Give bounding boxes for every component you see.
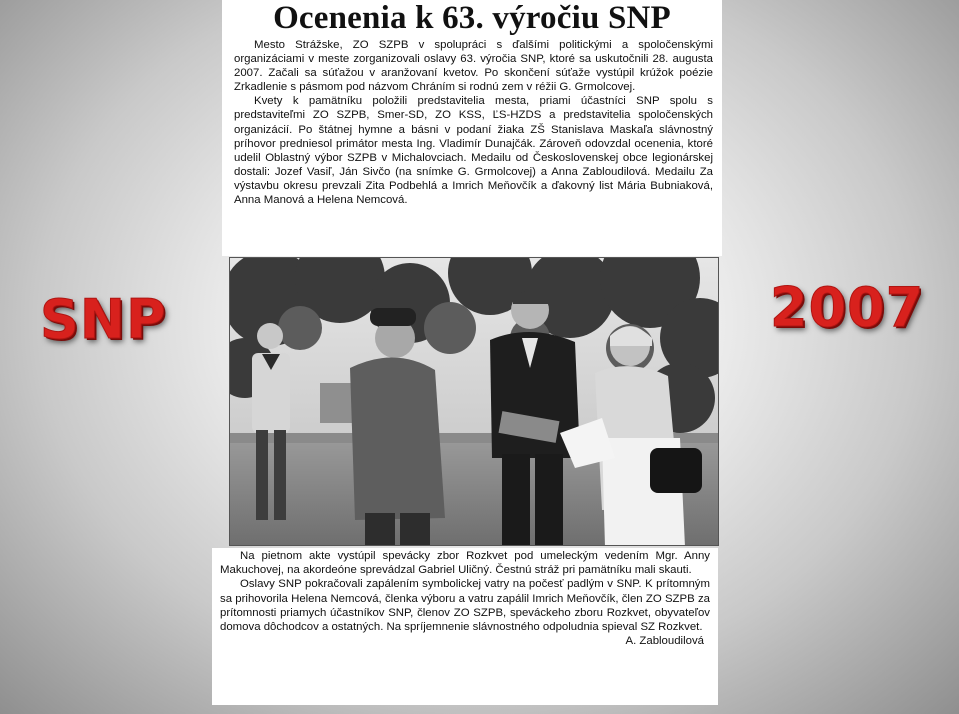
article-signature: A. Zabloudilová <box>625 635 704 648</box>
article-paragraph-2: Kvety k pamätníku položili predstavitelia mesta, priami účastníci SNP spolu s predstaviteľmi ZO SZPB, Smer-SD, ZO KSS, ĽS-HZDS a predstavitelia spoločenských organizácií. Po štátnej hymne a básni v podaní žiaka ZŠ Stanislava Maskaľa slávnostný príhovor predniesol primátor mesta Ing. Vladimír Dunajčák. Zároveň odovzdal ocenenia, ktoré udelil Oblastný výbor SZPB v Michalovciach. Medailu od Československej obce legionárskej dostali: Jozef Vasiľ, Ján Sivčo (na snímke G. Grmolcovej) a Anna Zabloudilová. Medailu Za výstavbu okresu prevzali Zita Podbehlá a Imrich Meňovčík a ďakovný list Mária Bubniaková, Anna Manová a Helena Nemcová. <box>234 95 713 207</box>
newspaper-clipping-bottom <box>212 548 718 705</box>
article-paragraph-4: Oslavy SNP pokračovali zapálením symbolickej vatry na počesť padlým v SNP. K prítomným sa prihovorila Helena Nemcová, členka výboru a vatru zapálil Imrich Meňovčík, člen ZO SZPB za prítomnosti priamych účastníkov SNP, členov ZO SZPB, speváckeho zboru Rozkvet, obyvateľov domova dôchodcov a ostatných. Na spríjemnenie slávnostného odpoludnia spieval SZ Rozkvet. <box>220 578 710 634</box>
newspaper-clipping-top <box>222 0 722 256</box>
article-paragraph-3: Na pietnom akte vystúpil spevácky zbor Rozkvet pod umeleckým vedením Mgr. Anny Makuchovej, na akordeóne sprevádzal Gabriel Uličný. Čestnú stráž pri pamätníku mali skauti. <box>220 550 710 577</box>
label-snp: SNP <box>40 288 167 351</box>
article-paragraph-1: Mesto Strážske, ZO SZPB v spolupráci s ďalšími politickými a spoločenskými organizáciami v meste zorganizovali oslavy 63. výročia SNP, ktoré sa uskutočnili 28. augusta 2007. Začali sa súťažou v aranžovaní kvetov. Po skončení súťaže vystúpil krúžok poézie Zrkadlenie s pásmom pod názvom Chráním si rodnú zem v réžii G. Grmolcovej. <box>234 39 713 94</box>
ceremony-photo <box>229 257 719 546</box>
label-year: 2007 <box>770 276 925 339</box>
article-headline: Ocenenia k 63. výročiu SNP <box>273 0 671 36</box>
